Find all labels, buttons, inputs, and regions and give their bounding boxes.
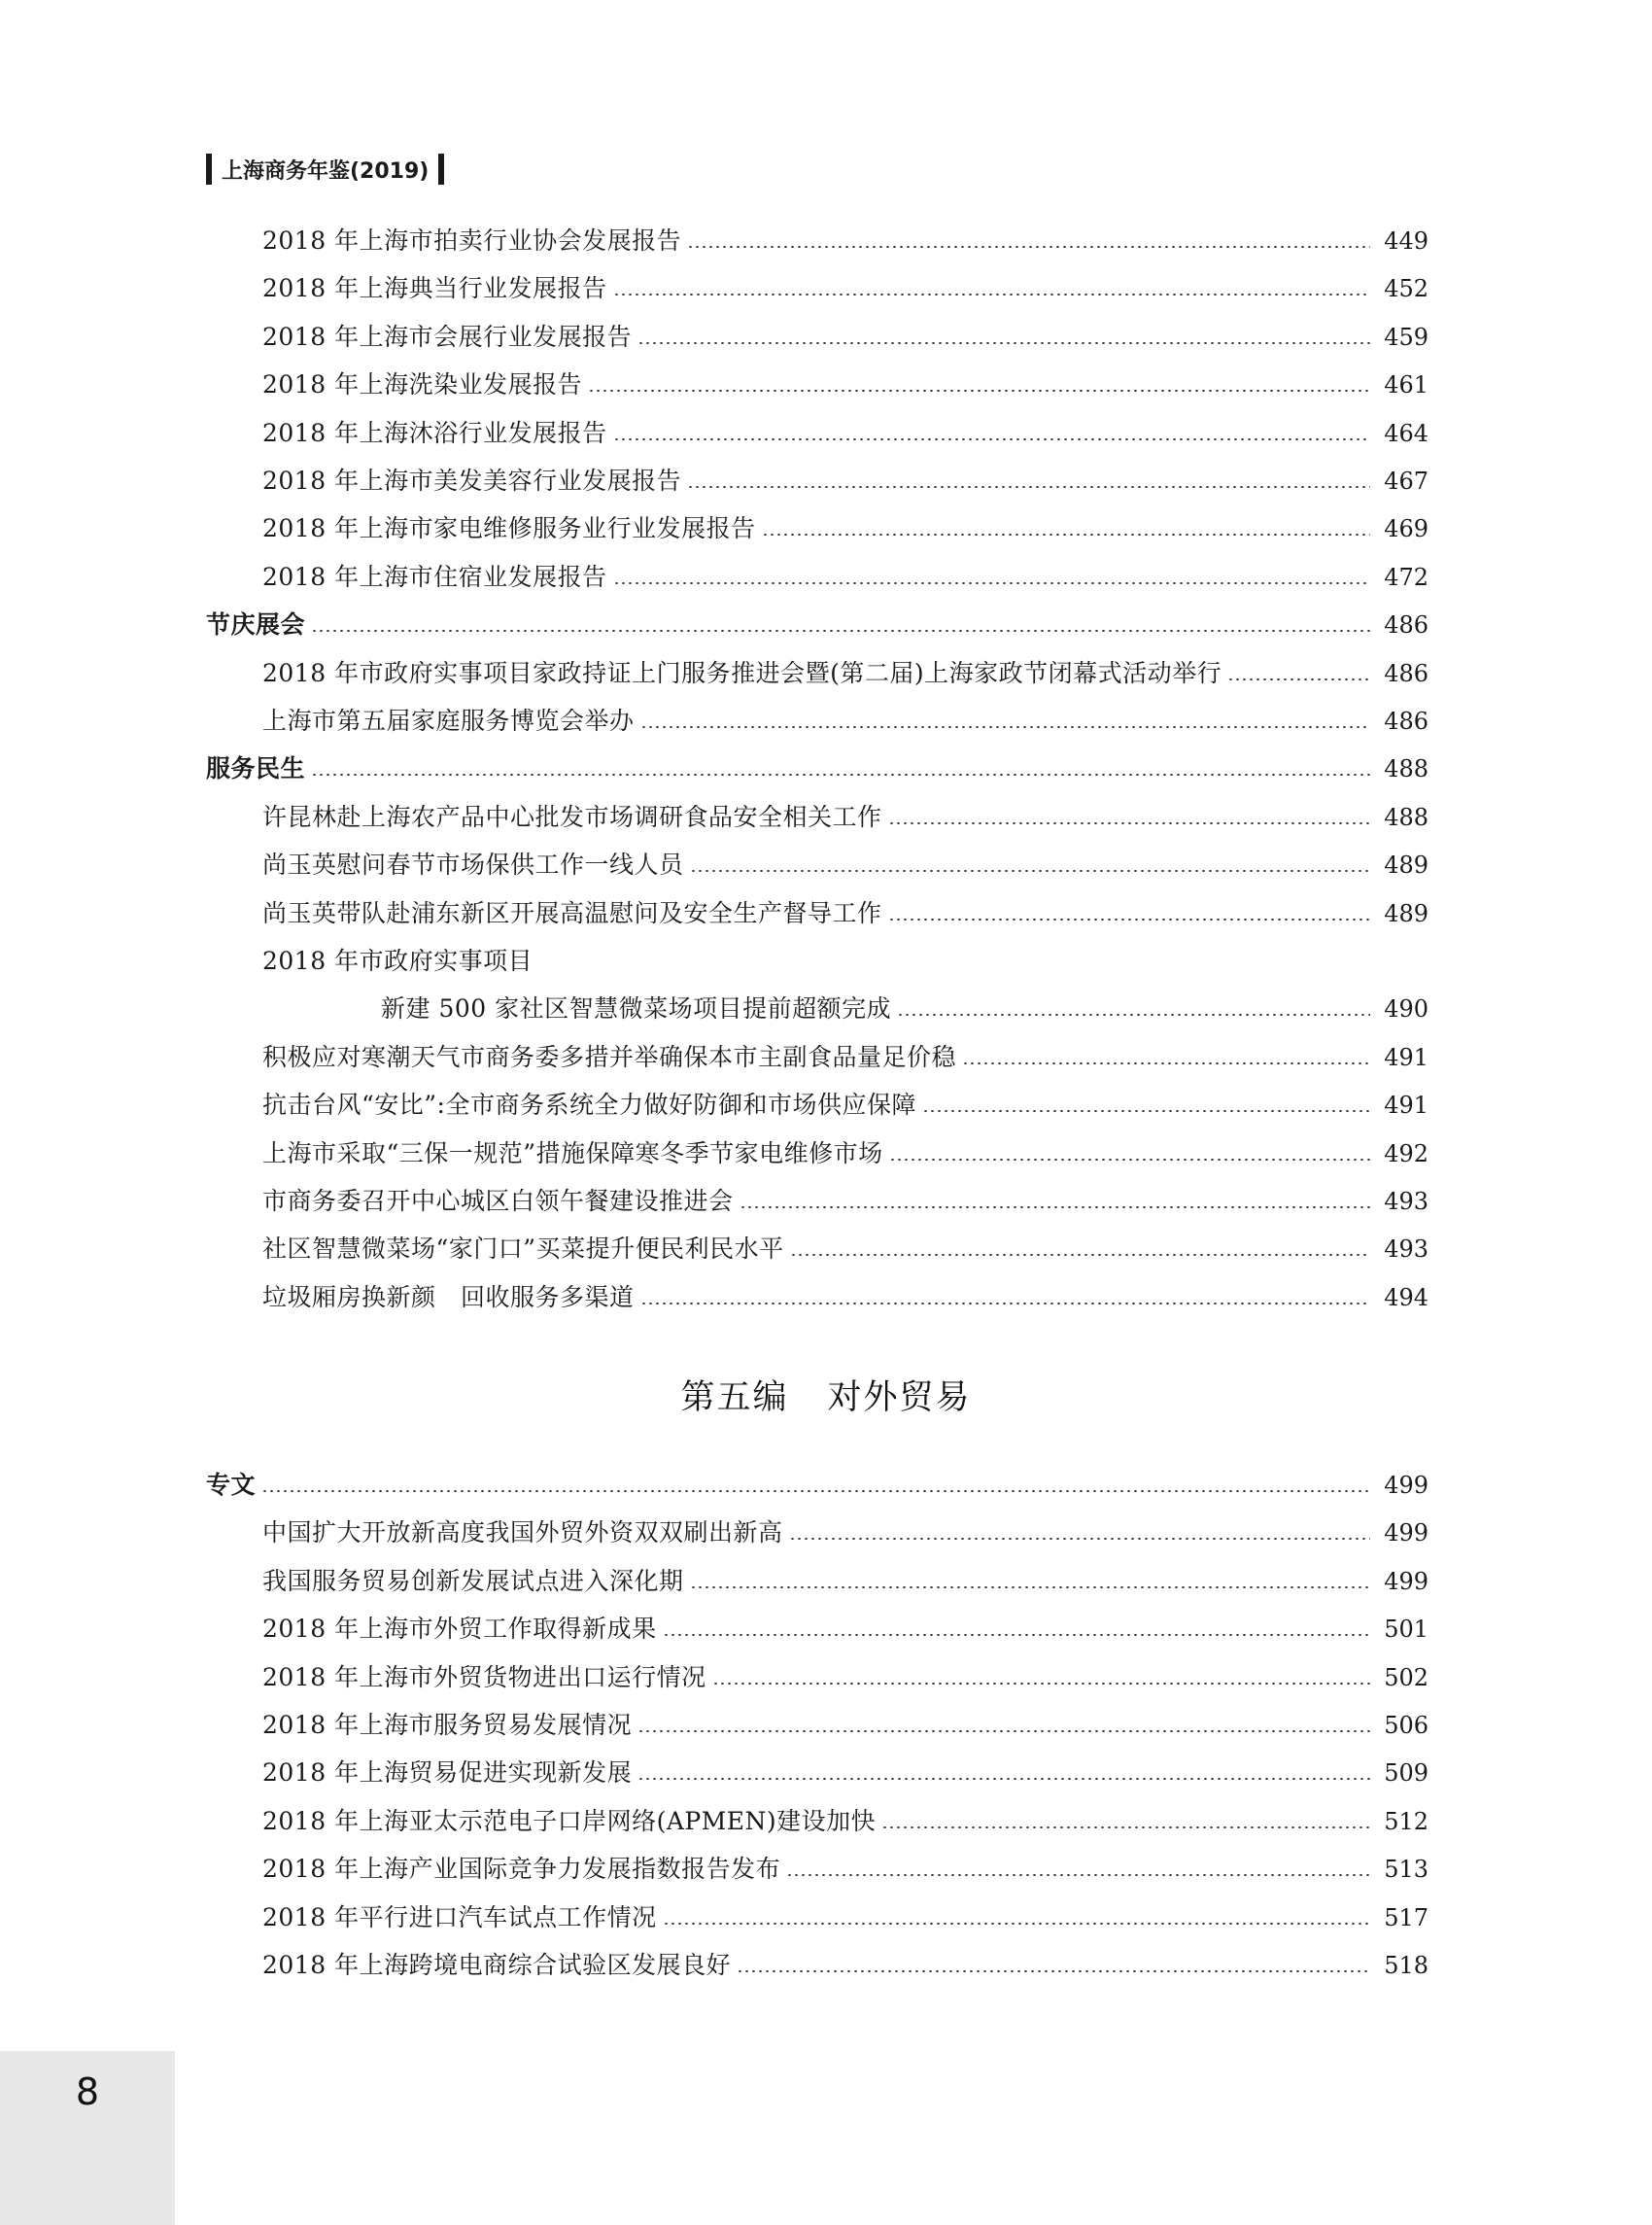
toc-entry-title: 上海市采取“三保一规范”措施保障寒冬季节家电维修市场: [262, 1138, 883, 1167]
dot-leader: [789, 1538, 1370, 1540]
toc-entry-page: 518: [1384, 1952, 1428, 1979]
toc-entry-page: 499: [1384, 1519, 1428, 1547]
toc-entry-page: 491: [1384, 1092, 1428, 1120]
toc-entry-page: 492: [1384, 1139, 1428, 1167]
toc-entry: [262, 222, 1428, 261]
toc-entry-page: 489: [1384, 852, 1428, 880]
toc-entry: [262, 1038, 1428, 1077]
toc-entry: [262, 318, 1428, 357]
toc-entry-title: 2018 年上海市外贸货物进出口运行情况: [262, 1662, 706, 1691]
toc-entry-page: 499: [1384, 1567, 1428, 1595]
toc-entry-title: 2018 年上海市住宿业发展报告: [262, 562, 607, 591]
dot-leader: [889, 1159, 1370, 1161]
dot-leader: [922, 1110, 1370, 1112]
toc-entry-title: 服务民生: [206, 754, 306, 783]
section-title: [0, 1371, 1652, 1419]
toc-entry-page: 452: [1384, 275, 1428, 303]
dot-leader: [962, 1062, 1370, 1064]
toc-entry: [262, 798, 1428, 837]
header-title: 上海商务年鉴(2019): [222, 158, 430, 184]
toc-entry-page: 488: [1384, 803, 1428, 831]
toc-entry: [262, 942, 1428, 981]
dot-leader: [613, 438, 1370, 440]
toc-entry-page: 488: [1384, 755, 1428, 783]
toc-entry: [262, 1802, 1428, 1841]
toc-entry-title: 许昆林赴上海农产品中心批发市场调研食品安全相关工作: [262, 802, 882, 831]
toc-entry-title: 2018 年平行进口汽车试点工作情况: [262, 1902, 657, 1931]
toc-entry: [262, 894, 1428, 933]
dot-leader: [690, 1586, 1370, 1588]
dot-leader: [712, 1683, 1370, 1685]
toc-entry-title: 2018 年上海市服务贸易发展情况: [262, 1711, 633, 1739]
toc-entry-page: 467: [1384, 468, 1428, 495]
toc-entry-title: 2018 年上海市美发美容行业发展报告: [262, 467, 682, 495]
toc-entry-title: 2018 年市政府实事项目: [262, 947, 533, 975]
toc-entry-page: 509: [1384, 1759, 1428, 1788]
toc-entry: [262, 365, 1428, 404]
toc-entry: [262, 1562, 1428, 1601]
dot-leader: [640, 1303, 1370, 1304]
toc-entry-page: 517: [1384, 1903, 1428, 1931]
toc-entry-page: 491: [1384, 1043, 1428, 1071]
dot-leader: [1227, 678, 1370, 680]
toc-entry-title: 2018 年上海市外贸工作取得新成果: [262, 1615, 657, 1644]
toc-entry-page: 486: [1384, 611, 1428, 640]
dot-leader: [881, 1826, 1370, 1828]
dot-leader: [663, 1634, 1370, 1636]
toc-entry: [262, 462, 1428, 501]
toc-entry: [262, 1850, 1428, 1889]
dot-leader: [613, 294, 1370, 296]
toc-entry: [262, 1706, 1428, 1745]
toc-entry-title: 新建 500 家社区智慧微菜场项目提前超额完成: [381, 994, 892, 1024]
toc-entry-page: 486: [1384, 659, 1428, 687]
toc-entry-page: 490: [1384, 995, 1428, 1024]
dot-leader: [690, 870, 1370, 872]
dot-leader: [311, 630, 1370, 632]
header-bar-left: [206, 154, 212, 185]
dot-leader: [640, 726, 1370, 728]
toc-entry-title: 2018 年上海洗染业发展报告: [262, 370, 583, 400]
toc-entry-title: 尚玉英带队赴浦东新区开展高温慰问及安全生产督导工作: [262, 898, 882, 927]
toc-entry-title: 专文: [206, 1471, 257, 1499]
toc-entry-page: 502: [1384, 1663, 1428, 1691]
section-name: 对外贸易: [827, 1378, 972, 1417]
toc-entry-page: 459: [1384, 323, 1428, 351]
toc-entry-page: 512: [1384, 1807, 1428, 1835]
toc-entry: [381, 990, 1428, 1028]
toc-entry-title: 社区智慧微菜场“家门口”买菜提升便民利民水平: [262, 1234, 784, 1264]
dot-leader: [897, 1014, 1370, 1016]
dot-leader: [786, 1874, 1370, 1876]
section-part: 第五编: [680, 1378, 789, 1417]
toc-entry-page: 486: [1384, 708, 1428, 735]
toc-entry: [262, 1182, 1428, 1221]
toc-entry-page: 493: [1384, 1235, 1428, 1264]
toc-entry: [262, 1230, 1428, 1269]
toc-entry: [262, 1610, 1428, 1649]
toc-entry-page: 464: [1384, 419, 1428, 447]
toc-entry-page: 493: [1384, 1188, 1428, 1215]
toc-entry-title: 2018 年上海典当行业发展报告: [262, 274, 607, 303]
toc-entry: [262, 846, 1428, 885]
page-number: 8: [75, 2070, 100, 2113]
dot-leader: [588, 390, 1370, 392]
dot-leader: [311, 774, 1370, 776]
toc-entry: [262, 654, 1428, 693]
toc-category: [206, 1466, 1428, 1505]
toc-entry-title: 2018 年上海跨境电商综合试验区发展良好: [262, 1951, 732, 1979]
toc-entry-title: 2018 年上海市会展行业发展报告: [262, 322, 633, 351]
toc-entry-title: 2018 年上海产业国际竞争力发展指数报告发布: [262, 1855, 781, 1884]
toc-entry-title: 积极应对寒潮天气市商务委多措并举确保本市主副食品量足价稳: [262, 1042, 957, 1071]
toc-entry: [262, 1898, 1428, 1937]
dot-leader: [663, 1923, 1370, 1925]
toc-entry-page: 494: [1384, 1283, 1428, 1311]
toc-entry-title: 市商务委召开中心城区白领午餐建设推进会: [262, 1187, 734, 1215]
dot-leader: [637, 1730, 1370, 1732]
toc-entry-page: 506: [1384, 1712, 1428, 1739]
dot-leader: [637, 342, 1370, 344]
toc-entry-page: 472: [1384, 563, 1428, 591]
toc-category: [206, 606, 1428, 644]
dot-leader: [888, 822, 1370, 824]
running-header: [206, 154, 444, 185]
toc-entry: [262, 269, 1428, 308]
toc-entry-page: 501: [1384, 1616, 1428, 1644]
toc-entry-title: 上海市第五届家庭服务博览会举办: [262, 707, 635, 735]
toc-entry-page: 513: [1384, 1856, 1428, 1884]
toc-entry: [262, 414, 1428, 453]
toc-entry: [262, 558, 1428, 597]
toc-entry: [262, 509, 1428, 548]
dot-leader: [762, 534, 1370, 536]
toc-entry-title: 中国扩大开放新高度我国外贸外资双双刷出新高: [262, 1518, 783, 1547]
toc-entry: [262, 1513, 1428, 1552]
toc-entry: [262, 1278, 1428, 1317]
toc-entry-title: 2018 年市政府实事项目家政持证上门服务推进会暨(第二届)上海家政节闭幕式活动举行: [262, 658, 1222, 687]
dot-leader: [637, 1778, 1370, 1780]
toc-category: [206, 749, 1428, 788]
dot-leader: [888, 919, 1370, 921]
dot-leader: [687, 486, 1370, 488]
dot-leader: [740, 1206, 1370, 1208]
toc-entry-title: 2018 年上海市拍卖行业协会发展报告: [262, 226, 682, 255]
dot-leader: [687, 246, 1370, 248]
toc-entry-title: 节庆展会: [206, 610, 306, 640]
toc-entry-page: 489: [1384, 899, 1428, 927]
toc-entry: [262, 1134, 1428, 1173]
toc-entry-title: 垃圾厢房换新颜 回收服务多渠道: [262, 1282, 635, 1311]
header-bar-right: [438, 154, 444, 185]
toc-entry: [262, 1086, 1428, 1125]
toc-entry-title: 2018 年上海市家电维修服务业行业发展报告: [262, 514, 756, 543]
dot-leader: [261, 1490, 1370, 1492]
toc-entry-title: 我国服务贸易创新发展试点进入深化期: [262, 1566, 684, 1595]
toc-entry-page: 461: [1384, 371, 1428, 400]
toc-entry: [262, 1946, 1428, 1985]
dot-leader: [790, 1254, 1370, 1256]
toc-entry-title: 尚玉英慰问春节市场保供工作一线人员: [262, 851, 684, 880]
toc-entry-page: 499: [1384, 1472, 1428, 1499]
toc-entry-title: 2018 年上海贸易促进实现新发展: [262, 1758, 633, 1788]
toc-entry-title: 2018 年上海亚太示范电子口岸网络(APMEN)建设加快: [262, 1806, 877, 1835]
toc-entry-page: 469: [1384, 515, 1428, 543]
toc-entry-title: 2018 年上海沐浴行业发展报告: [262, 418, 607, 447]
toc-entry: [262, 1658, 1428, 1697]
toc-entry-title: 抗击台风“安比”:全市商务系统全力做好防御和市场供应保障: [262, 1091, 916, 1120]
toc-entry-page: 449: [1384, 227, 1428, 255]
dot-leader: [737, 1970, 1370, 1972]
dot-leader: [613, 582, 1370, 584]
toc-entry: [262, 1754, 1428, 1792]
toc-entry: [262, 702, 1428, 741]
